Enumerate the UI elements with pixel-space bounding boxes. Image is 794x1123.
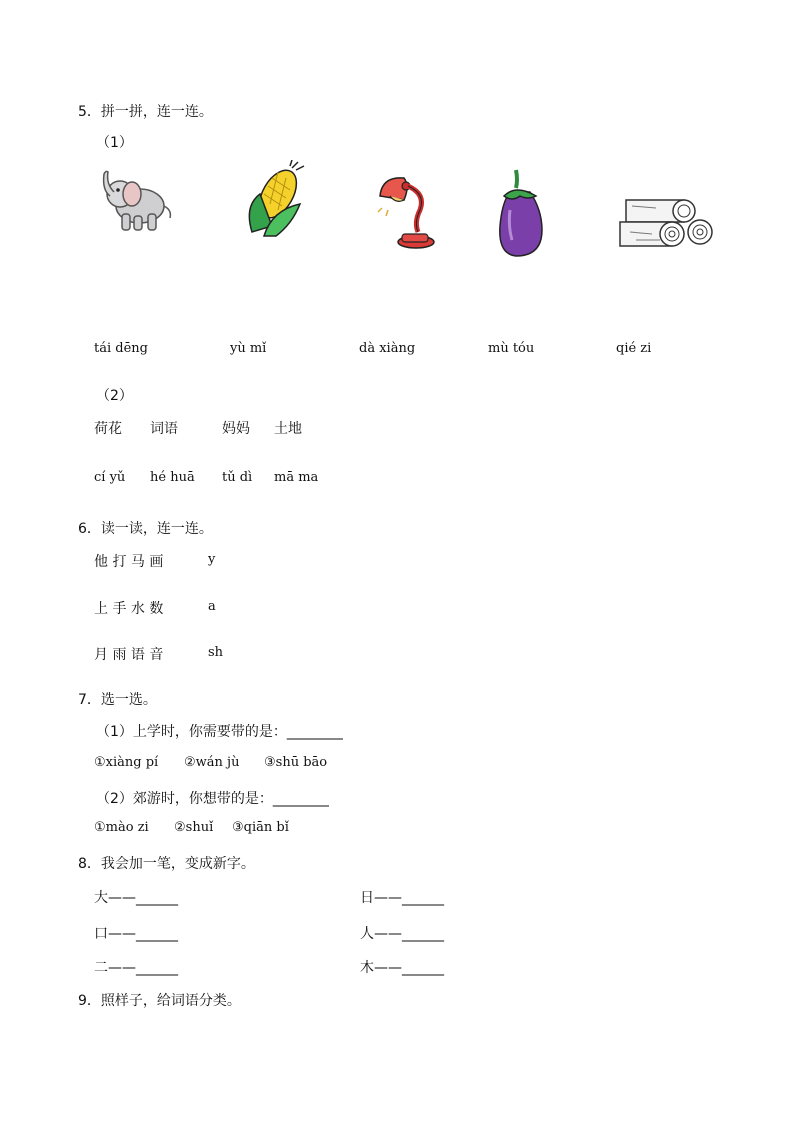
pinyin-label: hé huā [150,470,195,485]
pinyin-label: cí yǔ [94,470,126,485]
fill-item: 大——______ [94,890,178,906]
option-item: ③qiān bǐ [232,820,289,835]
fill-item: 二——______ [94,960,178,976]
q7-sub1: （1）上学时，你需要带的是：________ [96,724,343,740]
pinyin-label: dà xiàng [359,341,416,356]
fill-item: 木——______ [360,960,444,976]
word-label: 荷花 [94,421,122,437]
option-item: ③shū bāo [264,755,328,770]
pinyin-label: yù mǐ [230,341,267,356]
corn-icon [242,160,308,240]
word-label: 土地 [274,421,302,437]
pinyin-label: mā ma [274,470,319,485]
logs-icon [616,192,716,250]
q8-title: 8．我会加一笔，变成新字。 [78,856,255,872]
q9-title: 9．照样子，给词语分类。 [78,993,241,1009]
char-group: 月 雨 语 音 [94,647,164,663]
q5-part2-label: （2） [96,388,133,404]
pinyin-label: tái dēng [94,341,148,356]
word-label: 词语 [150,421,178,437]
elephant-icon [94,166,176,236]
eggplant-icon [496,166,546,260]
desk-lamp-icon [374,170,438,252]
option-item: ①xiàng pí [94,755,159,770]
option-item: ②wán jù [184,755,240,770]
q5-title: 5．拼一拼，连一连。 [78,104,213,120]
initial-letter: a [208,599,216,614]
pinyin-label: tǔ dì [222,470,253,485]
q5-part1-label: （1） [96,135,133,151]
pinyin-label: qié zi [616,341,652,356]
q7-sub2: （2）郊游时，你想带的是：________ [96,791,329,807]
fill-item: 口——______ [94,926,178,942]
fill-item: 日——______ [360,890,444,906]
fill-item: 人——______ [360,926,444,942]
char-group: 上 手 水 数 [94,601,164,617]
option-item: ①mào zi [94,820,149,835]
q7-title: 7．选一选。 [78,692,157,708]
initial-letter: sh [208,645,224,660]
char-group: 他 打 马 画 [94,554,164,570]
pinyin-label: mù tóu [488,341,535,356]
q6-title: 6．读一读，连一连。 [78,521,213,537]
option-item: ②shuǐ [174,820,214,835]
initial-letter: y [208,552,216,567]
word-label: 妈妈 [222,421,250,437]
